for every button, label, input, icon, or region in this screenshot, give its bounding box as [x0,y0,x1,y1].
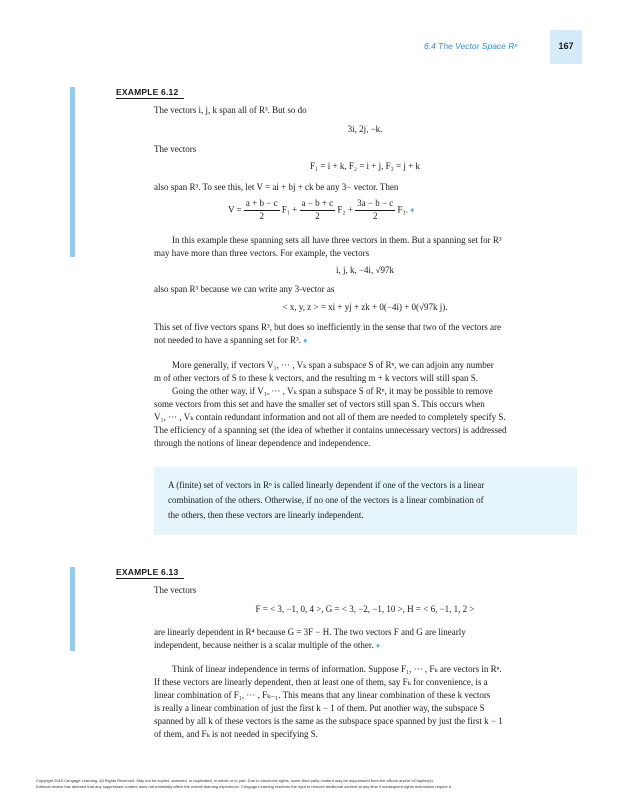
end-diamond-icon: ♦ [375,641,381,650]
example-accent-bar [70,87,75,257]
eq3-f2: F₂ + [337,204,353,215]
example-612-line2: The vectors [154,144,197,154]
example-612-para2-a: This set of five vectors spans R³, but does so inefficiently in the sense that two of the vectors are [154,322,501,332]
body2-l1: Think of linear independence in terms of information. Suppose F₁, ··· , Fₖ are vectors in Rⁿ. [172,664,502,674]
eq3-num3: 3a − b − c [355,198,395,211]
example-613-para-a: are linearly dependent in R⁴ because G = 3F − H. The two vectors F and G are linearly [154,627,466,637]
example-613-para-b [154,639,380,653]
eq3-frac1 [244,198,280,222]
copyright-line1: Copyright 2010 Cengage Learning. All Rights Reserved. May not be copied, scanned, or duplicated, in whole or in part. Due to electronic rights, some third party content may be suppressed from the eBook and/or eChapter(s). [36,778,434,783]
definition-box [154,467,577,535]
example-612-label: EXAMPLE 6.12 [116,87,179,97]
end-diamond-icon: ♦ [303,336,308,345]
eq3-frac2 [300,198,336,222]
body2-l5: spanned by all k of these vectors is the same as the subspace space spanned by just the first k − 1 [154,716,503,726]
example-612-eq1: 3i, 2j, −k. [347,124,383,134]
eq3-f1: F₁ + [281,204,298,215]
body2-l6: of them, and Fₖ is not needed in specifying S. [154,729,319,739]
example-612-line4: also span R³ because we can write any 3-vector as [154,284,335,294]
body2-l2: If these vectors are linearly dependent, then at least one of them, say Fₖ for convenience, is a [154,677,488,687]
body2-l4: is really a linear combination of just the first k − 1 of them. Put another way, the subspace S [154,703,485,713]
example-612-eq2: F₁ = i + k, F₂ = i + j, F₃ = j + k [310,161,420,171]
eq3-lhs: V = [228,204,242,215]
eq3-num2: a − b + c [300,198,336,211]
body1-p2-a: Going the other way, if V₁, ··· , Vₖ span a subspace S of Rⁿ, it may be possible to remove [172,386,493,396]
eq3-f3: F₃. [397,204,408,215]
example-612-para2-b-text: not needed to have a spanning set for R³. [154,335,301,345]
example-612-para1-b: may have more than three vectors. For example, the vectors [154,248,370,258]
example-613-rule [116,578,184,579]
eq3-den1: 2 [259,210,264,221]
eq3-num1: a + b − c [244,198,280,211]
eq3-den2: 2 [315,210,320,221]
page-number: 167 [550,30,582,64]
eq3-frac3 [355,198,395,222]
definition-line3: the others, then these vectors are linearly independent. [168,510,364,520]
body1-p2-b: some vectors from this set and have the smaller set of vectors still span S. This occurs when [154,399,485,409]
running-head: 6.4 The Vector Space Rⁿ [424,41,518,51]
copyright-line2: Editorial review has deemed that any suppressed content does not materially affect the overall learning experience. Cengage Learning reserves the right to remove additional content at any time if subsequent rights restrictions require it. [36,784,452,789]
body1-p2-e: through the notions of linear dependence and independence. [154,438,371,448]
end-diamond-icon: ♦ [410,205,415,215]
example-612-eq5: < x, y, z > = xi + yj + zk + 0(−4i) + 0(√97k j). [282,302,448,312]
example-612-eq3 [228,198,414,222]
example-613-line1: The vectors [154,585,197,595]
definition-line2: combination of the others. Otherwise, if no one of the vectors is a linear combination of [168,495,484,505]
body1-p1-a: More generally, if vectors V₁, ··· , Vₖ span a subspace S of Rⁿ, we can adjoin any number [172,360,494,370]
example-612-eq4: i, j, k, −4i, √97k [335,265,395,275]
body1-p1-b: m of other vectors of S to these k vectors, and the resulting m + k vectors will still span S. [154,373,479,383]
example-613-eq1: F = < 3, −1, 0, 4 >, G = < 3, −2, −1, 10 >, H = < 6, −1, 1, 2 > [255,604,475,614]
example-612-para1-a: In this example these spanning sets all have three vectors in them. But a spanning set for R³ [172,235,502,245]
definition-line1: A (finite) set of vectors in Rⁿ is called linearly dependent if one of the vectors is a linear [168,480,485,490]
body1-p2-c: V₁, ··· , Vₖ contain redundant information and not all of them are needed to completely specify S. [154,412,506,422]
example-612-line1: The vectors i, j, k span all of R³. But so do [154,105,307,115]
example-612-line3: also span R³. To see this, let V = ai + bj + ck be any 3− vector. Then [154,182,399,192]
body1-p2-d: The efficiency of a spanning set (the idea of whether it contains unnecessary vectors) is addressed [154,425,507,435]
example-612-para2-b [154,334,307,348]
example-612-rule [116,98,184,99]
body2-l3: linear combination of F₁, ··· , Fₖ₋₁. This means that any linear combination of these k vectors [154,690,491,700]
example-613-para-b-text: independent, because neither is a scalar multiple of the other. [154,640,374,650]
example-accent-bar [70,567,75,651]
example-613-label: EXAMPLE 6.13 [116,567,179,577]
eq3-den3: 2 [372,210,378,221]
